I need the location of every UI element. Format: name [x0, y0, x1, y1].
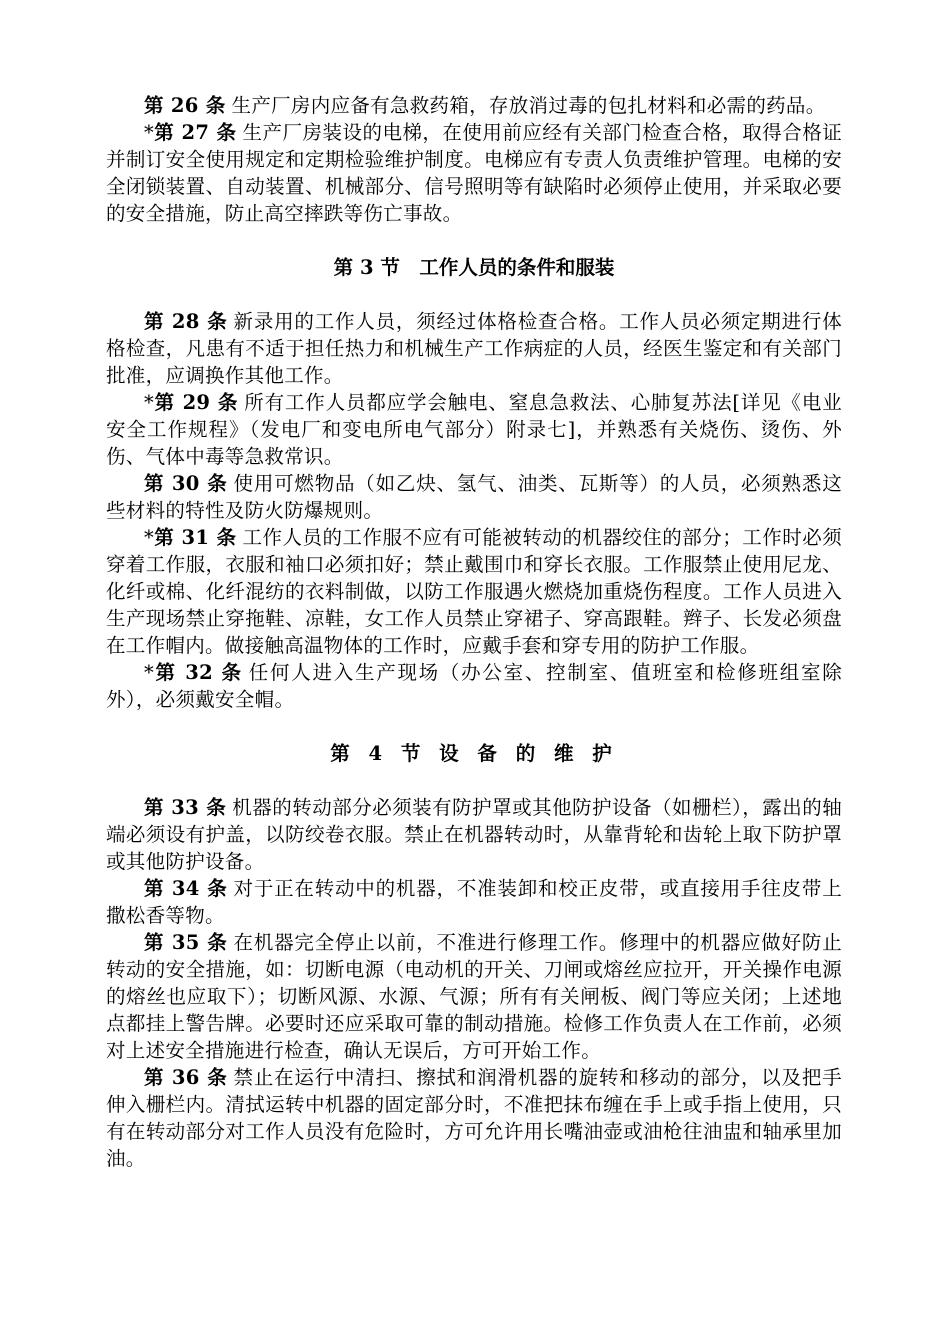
article-paragraph — [106, 794, 842, 875]
article-text: 使用可燃物品（如乙炔、氢气、油类、瓦斯等）的人员，必须熟悉这些材料的特性及防火防爆规则。 — [106, 472, 842, 522]
article-paragraph — [106, 470, 842, 524]
article-paragraph — [106, 1064, 842, 1172]
article-number: 第 33 条 — [144, 796, 227, 819]
article-marker: * — [144, 526, 155, 549]
article-paragraph — [106, 929, 842, 1064]
article-paragraph — [106, 524, 842, 659]
article-group — [106, 92, 842, 227]
article-paragraph — [106, 389, 842, 470]
article-marker: * — [144, 391, 155, 414]
article-number: 第 36 条 — [144, 1066, 228, 1089]
article-marker: * — [144, 661, 155, 684]
section-heading: 第 4 节 设 备 的 维 护 — [330, 742, 618, 765]
article-number: 第 31 条 — [154, 526, 237, 549]
article-number: 第 30 条 — [144, 472, 228, 495]
article-number: 第 32 条 — [154, 661, 243, 684]
article-text: 对于正在转动中的机器，不准装卸和校正皮带，或直接用手往皮带上撒松香等物。 — [106, 877, 842, 927]
article-paragraph — [106, 875, 842, 929]
article-group — [106, 794, 842, 1172]
article-number: 第 35 条 — [144, 931, 228, 954]
article-text: 机器的转动部分必须装有防护罩或其他防护设备（如栅栏），露出的轴端必须设有护盖，以防绞卷衣服。禁止在机器转动时，从靠背轮和齿轮上取下防护罩或其他防护设备。 — [106, 796, 842, 873]
article-text: 生产厂房装设的电梯，在使用前应经有关部门检查合格，取得合格证并制订安全使用规定和定期检验维护制度。电梯应有专责人负责维护管理。电梯的安全闭锁装置、自动装置、机械部分、信号照明等有缺陷时必须停止使用，并采取必要的安全措施，防止高空摔跌等伤亡事故。 — [106, 121, 842, 225]
article-marker: * — [144, 121, 155, 144]
article-number: 第 27 条 — [154, 121, 237, 144]
article-number: 第 26 条 — [144, 94, 226, 117]
article-text: 禁止在运行中清扫、擦拭和润滑机器的旋转和移动的部分，以及把手伸入栅栏内。清拭运转中机器的固定部分时，不准把抹布缠在手上或手指上使用，只有在转动部分对工作人员没有危险时，方可允许用长嘴油壶或油枪往油盅和轴承里加油。 — [106, 1066, 842, 1170]
article-paragraph — [106, 119, 842, 227]
article-number: 第 28 条 — [144, 310, 228, 333]
article-number: 第 34 条 — [144, 877, 228, 900]
article-text: 任何人进入生产现场（办公室、控制室、值班室和检修班组室除外），必须戴安全帽。 — [106, 661, 843, 711]
article-paragraph — [106, 308, 842, 389]
article-paragraph — [106, 659, 842, 713]
article-paragraph — [106, 92, 842, 119]
article-text: 生产厂房内应备有急救药箱，存放消过毒的包扎材料和必需的药品。 — [231, 94, 826, 117]
article-group — [106, 308, 842, 713]
article-text: 所有工作人员都应学会触电、窒息急救法、心肺复苏法[详见《电业安全工作规程》（发电厂和变电所电气部分）附录七]，并熟悉有关烧伤、烫伤、外伤、气体中毒等急救常识。 — [106, 391, 843, 468]
article-text: 工作人员的工作服不应有可能被转动的机器绞住的部分；工作时必须穿着工作服，衣服和袖口必须扣好；禁止戴围巾和穿长衣服。工作服禁止使用尼龙、化纤或棉、化纤混纺的衣料制做，以防工作服遇火燃烧加重烧伤程度。工作人员进入生产现场禁止穿拖鞋、凉鞋，女工作人员禁止穿裙子、穿高跟鞋。辫子、长发必须盘在工作帽内。做接触高温物体的工作时，应戴手套和穿专用的防护工作服。 — [106, 526, 842, 657]
article-number: 第 29 条 — [154, 391, 239, 414]
section-heading: 第 3 节 工作人员的条件和服装 — [333, 256, 615, 279]
article-text: 新录用的工作人员，须经过体格检查合格。工作人员必须定期进行体格检查，凡患有不适于担任热力和机械生产工作病症的人员，经医生鉴定和有关部门批准，应调换作其他工作。 — [106, 310, 842, 387]
document-content — [106, 92, 842, 1172]
article-text: 在机器完全停止以前，不准进行修理工作。修理中的机器应做好防止转动的安全措施，如：切断电源（电动机的开关、刀闸或熔丝应拉开，开关操作电源的熔丝也应取下）；切断风源、水源、气源；所有有关闸板、阀门等应关闭；上述地点都挂上警告牌。必要时还应采取可靠的制动措施。检修工作负责人在工作前，必须对上述安全措施进行检查，确认无误后，方可开始工作。 — [106, 931, 842, 1062]
